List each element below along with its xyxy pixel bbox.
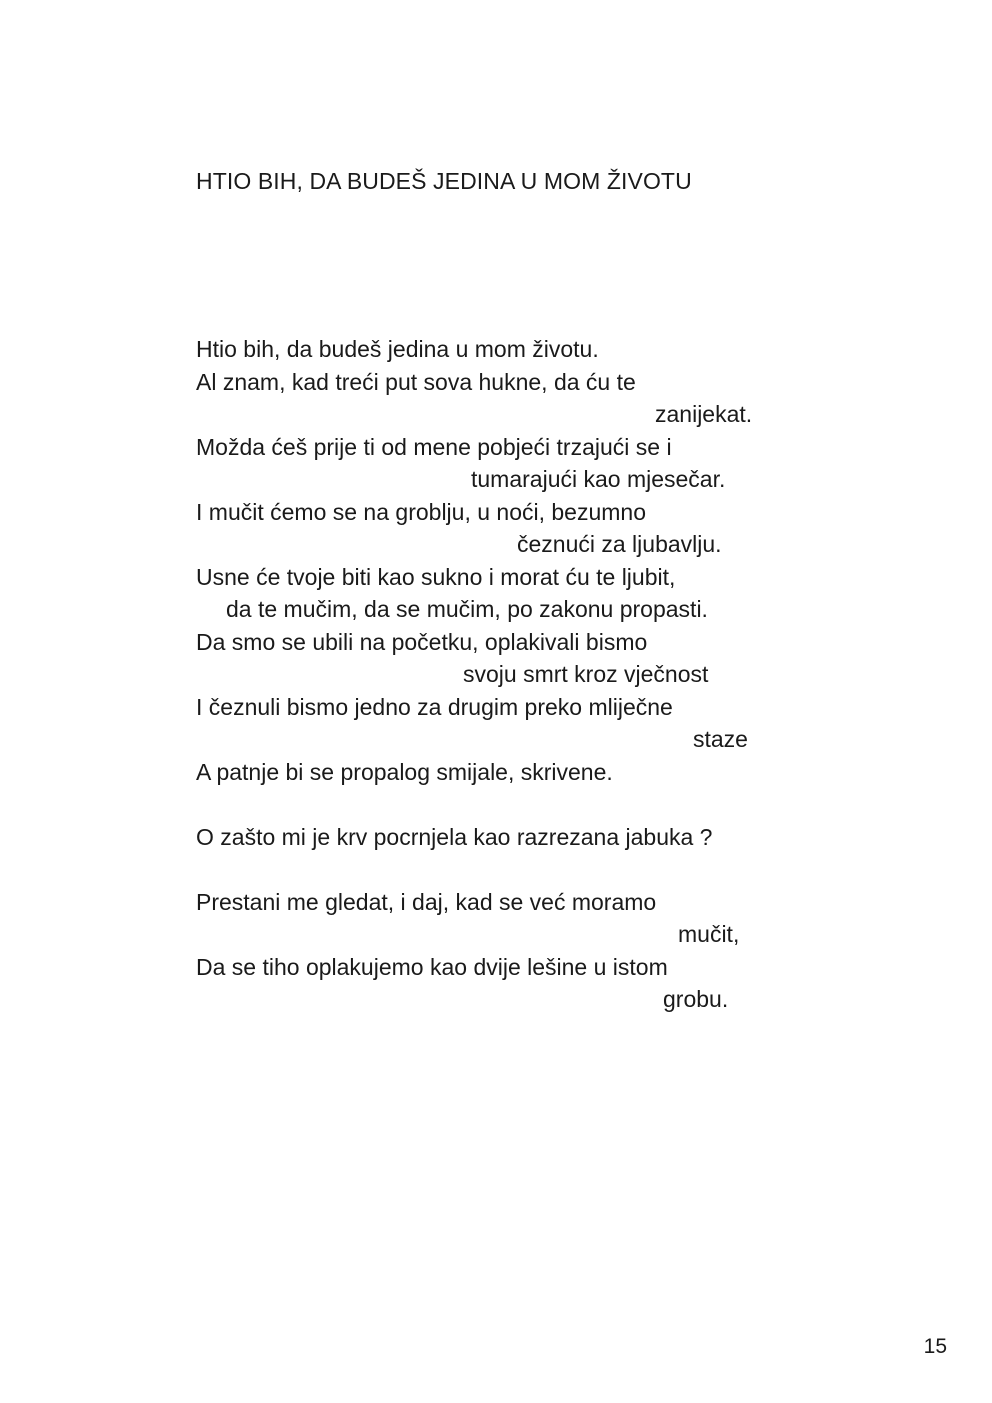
stanza-gap xyxy=(196,853,836,886)
poem-line: O zašto mi je krv pocrnjela kao razrezana jabuka ? xyxy=(196,823,713,850)
poem-line-continuation: čeznući za ljubavlju. xyxy=(517,531,722,557)
poem-line: Da se tiho oplakujemo kao dvije lešine u istom xyxy=(196,953,668,980)
poem-title: HTIO BIH, DA BUDEŠ JEDINA U MOM ŽIVOTU xyxy=(196,168,692,194)
poem-line-continuation: zanijekat. xyxy=(655,401,753,427)
poem-line-continuation: da te mučim, da se mučim, po zakonu propasti. xyxy=(226,596,708,622)
page-number: 15 xyxy=(923,1335,947,1358)
poem-line-continuation: tumarajući kao mjesečar. xyxy=(471,466,726,492)
poem-line-continuation: grobu. xyxy=(663,986,729,1012)
poem-line: Da smo se ubili na početku, oplakivali bismo xyxy=(196,628,648,655)
poem-line: Usne će tvoje biti kao sukno i morat ću te ljubit, xyxy=(196,563,676,590)
poem-line: Htio bih, da budeš jedina u mom životu. xyxy=(196,336,599,362)
poem-line: Al znam, kad treći put sova hukne, da ću te xyxy=(196,368,636,395)
poem-line-continuation: staze xyxy=(693,726,748,752)
poem-line: Možda ćeš prije ti od mene pobjeći trzajući se i xyxy=(196,433,672,460)
poem-line: Prestani me gledat, i daj, kad se već moramo xyxy=(196,888,657,915)
poem-line: I čeznuli bismo jedno za drugim preko mliječne xyxy=(196,693,673,720)
poem-line-continuation: mučit, xyxy=(678,921,740,947)
poem-body xyxy=(196,333,836,1016)
poem-line: I mučit ćemo se na groblju, u noći, bezumno xyxy=(196,498,647,525)
poem-line: A patnje bi se propalog smijale, skrivene. xyxy=(196,758,613,785)
stanza-gap xyxy=(196,788,836,821)
poem-line-continuation: svoju smrt kroz vječnost xyxy=(463,661,709,687)
